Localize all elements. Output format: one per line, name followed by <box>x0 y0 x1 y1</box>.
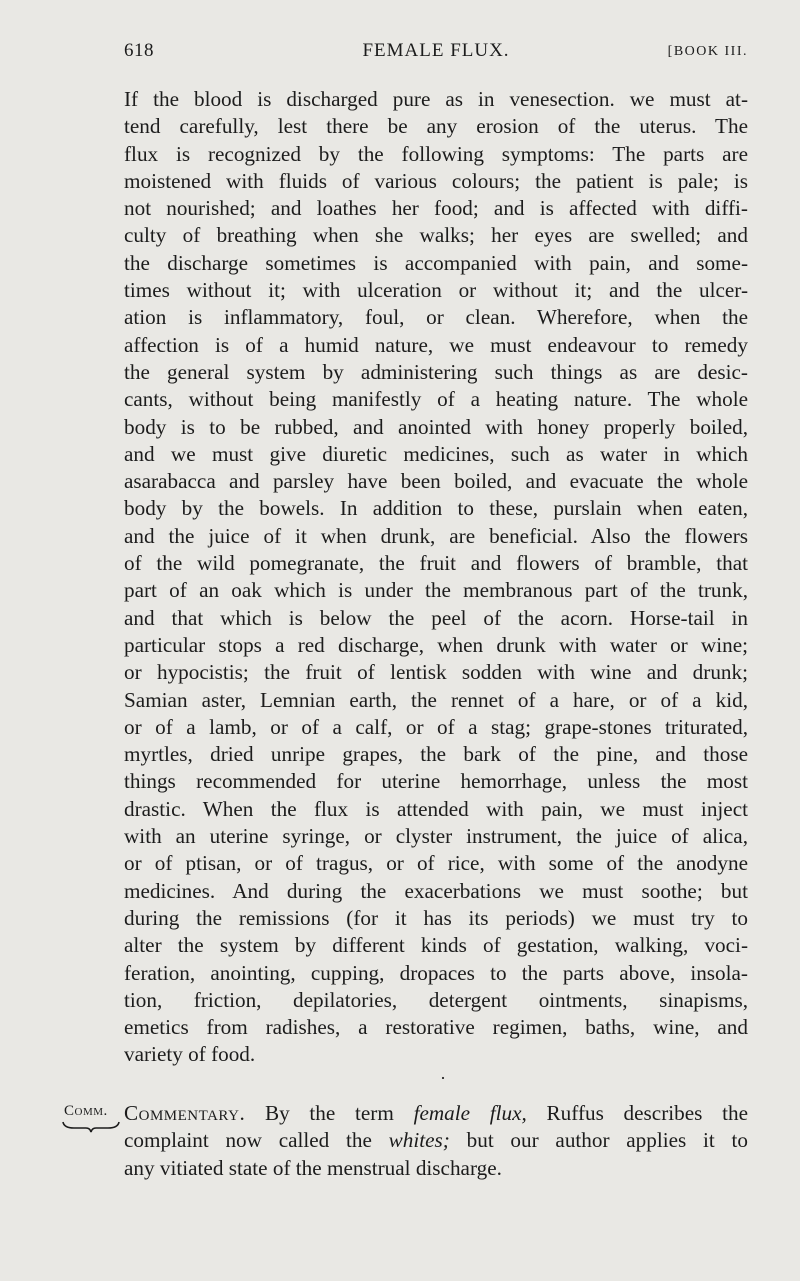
text-line: Samian aster, Lemnian earth, the rennet of a hare, or of a kid, <box>124 687 748 712</box>
text-line: and that which is below the peel of the acorn. Horse-tail in <box>124 605 748 630</box>
commentary-text: complaint now called the <box>124 1128 372 1153</box>
text-line: body is to be rubbed, and anointed with honey properly boiled, <box>124 414 748 439</box>
text-line: or of ptisan, or of tragus, or of rice, with some of the anodyne <box>124 851 748 876</box>
text-line: variety of food. <box>124 1042 256 1067</box>
text-line: cants, without being manifestly of a heating nature. The whole <box>124 387 748 412</box>
commentary-line-3: any vitiated state of the menstrual discharge. <box>124 1155 502 1180</box>
text-line: with an uterine syringe, or clyster instrument, the juice of alica, <box>124 824 748 849</box>
text-line: ation is inflammatory, foul, or clean. Wherefore, when the <box>124 305 748 330</box>
text-line: tion, friction, depilatories, detergent ointments, sinapisms, <box>124 987 748 1012</box>
text-line: the discharge sometimes is accompanied with pain, and some- <box>124 250 748 275</box>
book-reference: [BOOK III. <box>667 44 748 59</box>
text-line: flux is recognized by the following symptoms: The parts are <box>124 141 748 166</box>
text-line: particular stops a red discharge, when drunk with water or wine; <box>124 632 748 657</box>
text-line: feration, anointing, cupping, dropaces to the parts above, insola- <box>124 960 748 985</box>
text-line: moistened with fluids of various colours; the patient is pale; is <box>124 168 748 193</box>
main-paragraph <box>124 86 748 1069</box>
margin-brace-icon <box>62 1120 120 1134</box>
text-line: or of a lamb, or of a calf, or of a stag; grape-stones triturated, <box>124 714 748 739</box>
running-head <box>124 40 748 70</box>
term-female-flux: female flux, <box>413 1101 527 1125</box>
text-line: and we must give diuretic medicines, such as water in which <box>124 441 748 466</box>
commentary-text: Ruffus describes the <box>546 1101 748 1125</box>
text-line: medicines. And during the exacerbations we must soothe; but <box>124 878 748 903</box>
text-line: drastic. When the flux is attended with pain, we must inject <box>124 796 748 821</box>
text-line: asarabacca and parsley have been boiled, and evacuate the whole <box>124 469 748 494</box>
text-line: and the juice of it when drunk, are beneficial. Also the flowers <box>124 523 748 548</box>
text-line: the general system by administering such things as are desic- <box>124 359 748 384</box>
text-line: not nourished; and loathes her food; and is affected with diffi- <box>124 196 748 221</box>
text-line: times without it; with ulceration or without it; and the ulcer- <box>124 278 748 303</box>
term-whites: whites; <box>388 1128 450 1153</box>
text-line: If the blood is discharged pure as in venesection. we must at- <box>124 87 748 111</box>
text-line: things recommended for uterine hemorrhage, unless the most <box>124 769 748 794</box>
text-line: myrtles, dried unripe grapes, the bark of the pine, and those <box>124 742 748 767</box>
running-title: FEMALE FLUX. <box>362 40 510 61</box>
text-line: alter the system by different kinds of gestation, walking, voci- <box>124 933 748 958</box>
commentary-line-1 <box>124 1100 748 1127</box>
commentary-line-2 <box>124 1127 748 1154</box>
commentary-text: By the term <box>264 1101 394 1125</box>
text-line: emetics from radishes, a restorative regimen, baths, wine, and <box>124 1015 748 1040</box>
text-line: of the wild pomegranate, the fruit and flowers of bramble, that <box>124 551 748 576</box>
text-line: culty of breathing when she walks; her eyes are swelled; and <box>124 223 748 248</box>
page-number: 618 <box>124 40 154 61</box>
commentary-text: but our author applies it to <box>466 1128 749 1153</box>
section-separator: · <box>440 1068 446 1088</box>
margin-label: Comm. <box>64 1103 108 1119</box>
text-line: body by the bowels. In addition to these, purslain when eaten, <box>124 496 748 521</box>
text-line: affection is of a humid nature, we must endeavour to remedy <box>124 332 748 357</box>
commentary-heading: Commentary. <box>124 1101 246 1125</box>
text-line: part of an oak which is under the membranous part of the trunk, <box>124 578 748 603</box>
text-line: tend carefully, lest there be any erosion of the uterus. The <box>124 114 748 139</box>
text-line: or hypocistis; the fruit of lentisk sodden with wine and drunk; <box>124 660 748 685</box>
text-line: during the remissions (for it has its periods) we must try to <box>124 905 748 930</box>
commentary-paragraph <box>124 1100 748 1182</box>
